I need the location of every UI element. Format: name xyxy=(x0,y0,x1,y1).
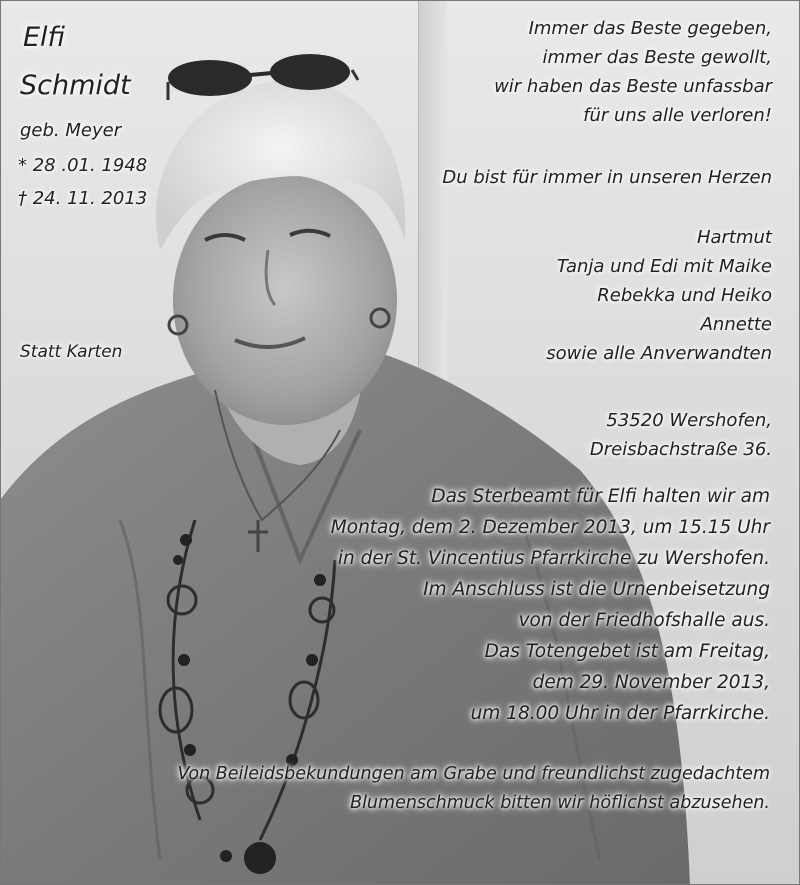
last-name: Schmidt xyxy=(20,70,131,101)
birth-date: * 28 .01. 1948 xyxy=(18,155,148,176)
poem-line: wir haben das Beste unfassbar xyxy=(494,76,772,97)
closing-line: Blumenschmuck bitten wir höflichst abzusehen. xyxy=(350,793,770,813)
poem-line: immer das Beste gewollt, xyxy=(542,47,772,68)
sunglasses-left xyxy=(168,60,252,96)
service-details xyxy=(331,481,770,729)
poem xyxy=(494,14,772,130)
mourners xyxy=(546,223,772,368)
mourner: Tanja und Edi mit Maike xyxy=(556,256,772,277)
service-line: Das Sterbeamt für Elfi halten wir am xyxy=(431,486,770,507)
closing-line: Von Beileidsbekundungen am Grabe und freundlichst zugedachtem xyxy=(177,764,770,784)
service-line: Das Totengebet ist am Freitag, xyxy=(484,641,770,662)
service-line: Im Anschluss ist die Urnenbeisetzung xyxy=(423,579,770,600)
mourner: Rebekka und Heiko xyxy=(597,285,772,306)
poem-line: für uns alle verloren! xyxy=(583,105,772,126)
mourner: sowie alle Anverwandten xyxy=(546,343,772,364)
address xyxy=(590,406,772,464)
mourner: Annette xyxy=(700,314,772,335)
first-name: Elfi xyxy=(23,22,66,53)
sunglasses-right xyxy=(270,54,350,90)
closing-note xyxy=(177,760,770,818)
service-line: von der Friedhofshalle aus. xyxy=(518,610,770,631)
service-line: um 18.00 Uhr in der Pfarrkirche. xyxy=(470,703,770,724)
address-line: 53520 Wershofen, xyxy=(606,410,772,431)
service-line: Montag, dem 2. Dezember 2013, um 15.15 Uhr xyxy=(330,517,770,538)
mourner: Hartmut xyxy=(696,227,772,248)
address-line: Dreisbachstraße 36. xyxy=(589,439,772,460)
poem-line: Immer das Beste gegeben, xyxy=(528,18,772,39)
statt-karten: Statt Karten xyxy=(20,342,123,362)
service-line: dem 29. November 2013, xyxy=(532,672,770,693)
born-name: geb. Meyer xyxy=(20,120,122,141)
death-date: † 24. 11. 2013 xyxy=(18,188,148,209)
service-line: in der St. Vincentius Pfarrkirche zu Wershofen. xyxy=(337,548,770,569)
herzen-line: Du bist für immer in unseren Herzen xyxy=(442,167,772,188)
